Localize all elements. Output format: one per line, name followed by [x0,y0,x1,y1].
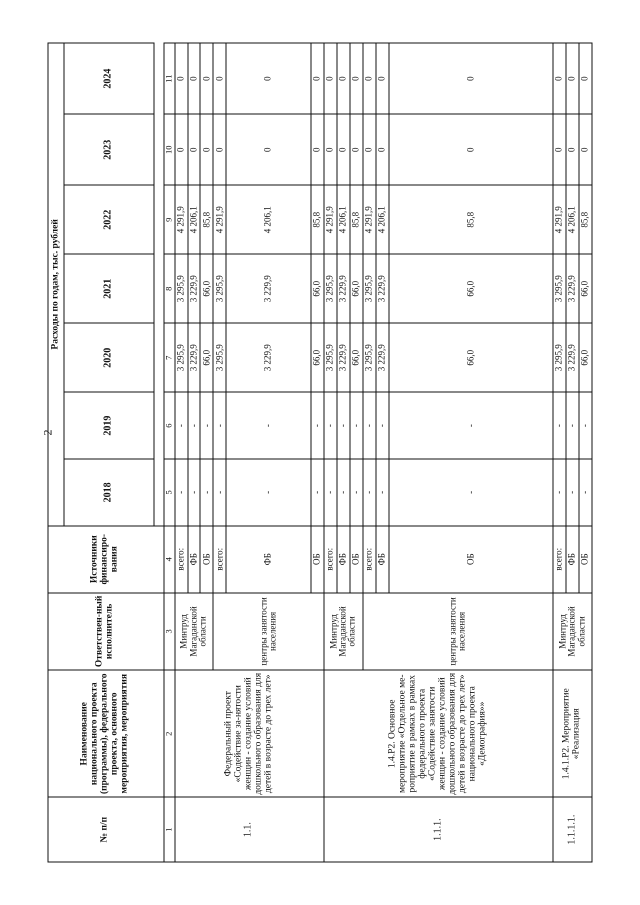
expense-value: 0 [200,114,213,185]
expense-value: 0 [376,43,389,114]
year-2018: 2018 [64,459,154,526]
section-number: 1.1.1.1. [553,797,592,862]
budget-table [48,43,593,863]
expense-value: 3 295,9 [324,323,337,392]
funding-source: ОБ [350,526,363,593]
expense-value: 66,0 [200,323,213,392]
expense-value: 4 291,9 [213,185,226,254]
expense-value: 0 [311,43,324,114]
expense-value: 66,0 [311,323,324,392]
expense-value: - [175,392,188,459]
expense-value: - [311,459,324,526]
expense-value: 0 [579,43,592,114]
executor-ministry: Минтруд Магаданской области [175,593,214,671]
expense-value: 0 [337,114,350,185]
header-row-1 [48,43,64,862]
header-exec: Ответствен-ный исполнитель [48,593,164,671]
expense-value: - [579,459,592,526]
expense-value: 0 [566,114,579,185]
expense-value: - [175,459,188,526]
expense-value: 0 [363,114,376,185]
section-name: Федеральный проект «Содействие за-нятости женщин - создание условий дошкольного образования для детей в возрасте до трех лет» [175,670,324,797]
col-num: 4 [164,526,175,593]
funding-source: ОБ [579,526,592,593]
funding-source: ФБ [376,526,389,593]
budget-table-sheet [48,43,593,863]
year-2023: 2023 [64,114,154,185]
year-2019: 2019 [64,392,154,459]
expense-value: - [311,392,324,459]
expense-value: 4 206,1 [226,185,310,254]
col-num: 8 [164,254,175,323]
executor-ministry: Минтруд Магаданской области [553,593,592,671]
expense-value: 0 [324,43,337,114]
funding-source: ФБ [188,526,201,593]
header-expenses: Расходы по годам, тыс. рублей [48,43,64,526]
header-name: Наименование национального проекта (программы), федерального проекта, основного мероприятия, мероприятия [48,670,164,797]
expense-value: 0 [188,43,201,114]
table-row [175,43,188,862]
expense-value: - [566,459,579,526]
expense-value: 0 [389,43,553,114]
executor-ministry: Минтруд Магаданской области [324,593,363,671]
expense-value: 3 229,9 [566,323,579,392]
expense-value: 0 [213,43,226,114]
expense-value: 3 295,9 [213,323,226,392]
header-num: № п/п [48,797,164,862]
section-name: 1.4.1.Р2. Мероприятие «Реализация [553,670,592,797]
col-num: 11 [164,43,175,114]
expense-value: 4 291,9 [553,185,566,254]
expense-value: 66,0 [579,323,592,392]
expense-value: - [389,459,553,526]
executor-employment-centers: центры занятости населения [213,593,323,671]
funding-source: ФБ [226,526,310,593]
expense-value: 3 295,9 [175,323,188,392]
expense-value: 0 [350,43,363,114]
expense-value: - [350,392,363,459]
expense-value: 0 [175,114,188,185]
expense-value: 85,8 [311,185,324,254]
expense-value: - [363,459,376,526]
expense-value: 3 295,9 [363,323,376,392]
expense-value: - [376,459,389,526]
expense-value: 66,0 [389,323,553,392]
expense-value: 3 229,9 [376,323,389,392]
year-2024: 2024 [64,43,154,114]
funding-source: ФБ [566,526,579,593]
expense-value: 3 295,9 [213,254,226,323]
funding-source: ОБ [389,526,553,593]
expense-value: 4 291,9 [363,185,376,254]
funding-source: всего: [324,526,337,593]
expense-value: 0 [553,114,566,185]
expense-value: - [579,392,592,459]
funding-source: ОБ [311,526,324,593]
expense-value: 85,8 [350,185,363,254]
expense-value: 85,8 [389,185,553,254]
expense-value: - [213,392,226,459]
expense-value: 4 206,1 [188,185,201,254]
col-num: 6 [164,392,175,459]
expense-value: 4 206,1 [337,185,350,254]
expense-value: - [200,392,213,459]
expense-value: 0 [389,114,553,185]
expense-value: 0 [175,43,188,114]
expense-value: 66,0 [579,254,592,323]
funding-source: всего: [213,526,226,593]
expense-value: 3 295,9 [553,323,566,392]
expense-value: - [566,392,579,459]
expense-value: - [363,392,376,459]
expense-value: 3 229,9 [188,323,201,392]
expense-value: 4 291,9 [175,185,188,254]
funding-source: ФБ [337,526,350,593]
expense-value: 0 [226,43,310,114]
col-num: 2 [164,670,175,797]
funding-source: ОБ [200,526,213,593]
expense-value: 66,0 [350,323,363,392]
table-row [553,43,566,862]
funding-source: всего: [553,526,566,593]
executor-employment-centers: центры занятости населения [363,593,553,671]
col-num: 9 [164,185,175,254]
expense-value: - [213,459,226,526]
table-row [324,43,337,862]
header-source: Источники финансиро-вания [48,526,164,593]
expense-value: - [226,459,310,526]
funding-source: всего: [175,526,188,593]
expense-value: 0 [311,114,324,185]
expense-value: 3 295,9 [175,254,188,323]
page-number: 2 [40,429,55,436]
expense-value: 3 295,9 [324,254,337,323]
column-numbers-row [164,43,175,862]
expense-value: 0 [213,114,226,185]
expense-value: - [350,459,363,526]
expense-value: - [188,392,201,459]
expense-value: 3 229,9 [566,254,579,323]
expense-value: 85,8 [579,185,592,254]
expense-value: - [188,459,201,526]
expense-value: 66,0 [350,254,363,323]
expense-value: - [337,392,350,459]
expense-value: - [337,459,350,526]
year-2022: 2022 [64,185,154,254]
section-number: 1.1. [175,797,324,862]
expense-value: 0 [363,43,376,114]
expense-value: 0 [376,114,389,185]
expense-value: 0 [350,114,363,185]
expense-value: 3 229,9 [226,254,310,323]
expense-value: 3 295,9 [363,254,376,323]
expense-value: 0 [579,114,592,185]
expense-value: 4 291,9 [324,185,337,254]
expense-value: - [376,392,389,459]
section-name: 1.4.Р2. Основное мероприятие «Отдельное ме-роприятие в рамках в рамках федерального проекта «Содействие занятости женщин - создание условий дошкольного образования для детей в возрасте до трех лет» национального проекта «Демография»» [324,670,553,797]
expense-value: 3 229,9 [337,254,350,323]
expense-value: 4 206,1 [566,185,579,254]
expense-value: 66,0 [311,254,324,323]
expense-value: 0 [188,114,201,185]
expense-value: 66,0 [389,254,553,323]
expense-value: 85,8 [200,185,213,254]
expense-value: 66,0 [200,254,213,323]
expense-value: 3 229,9 [226,323,310,392]
col-num: 10 [164,114,175,185]
year-2020: 2020 [64,323,154,392]
expense-value: 0 [324,114,337,185]
expense-value: 0 [553,43,566,114]
funding-source: всего: [363,526,376,593]
expense-value: 0 [226,114,310,185]
expense-value: - [324,459,337,526]
expense-value: - [389,392,553,459]
col-num: 1 [164,797,175,862]
expense-value: 3 229,9 [337,323,350,392]
col-num: 5 [164,459,175,526]
expense-value: 3 295,9 [553,254,566,323]
expense-value: 4 206,1 [376,185,389,254]
col-num: 7 [164,323,175,392]
col-num: 3 [164,593,175,671]
expense-value: 0 [566,43,579,114]
expense-value: - [553,459,566,526]
expense-value: 3 229,9 [188,254,201,323]
expense-value: 0 [200,43,213,114]
expense-value: 0 [337,43,350,114]
expense-value: - [226,392,310,459]
expense-value: - [200,459,213,526]
year-2021: 2021 [64,254,154,323]
section-number: 1.1.1. [324,797,553,862]
expense-value: 3 229,9 [376,254,389,323]
expense-value: - [553,392,566,459]
expense-value: - [324,392,337,459]
